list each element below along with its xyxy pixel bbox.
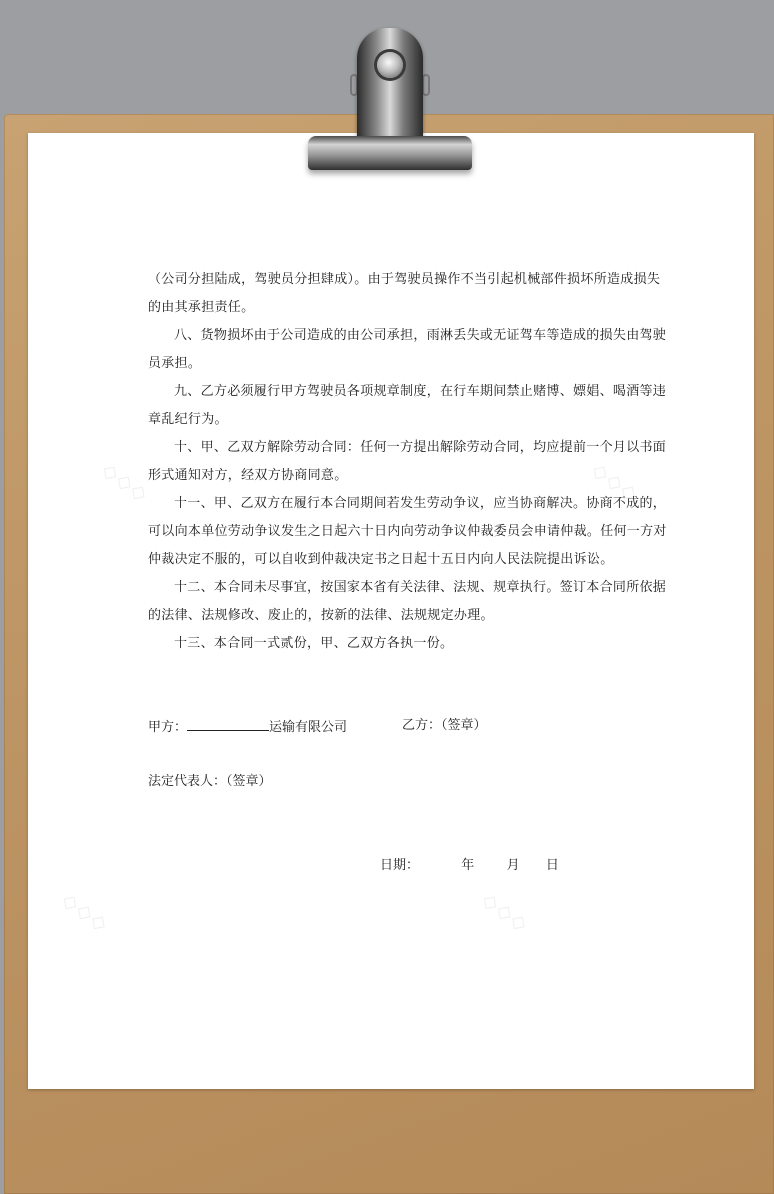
party-a-suffix: 运输有限公司 [269, 720, 348, 735]
watermark: ◇◇◇ [57, 887, 115, 937]
paragraph: 十二、本合同未尽事宜，按国家本省有关法律、法规、规章执行。签订本合同所依据的法律、法规修改、废止的，按新的法律、法规规定办理。 [148, 580, 667, 623]
date-day: 日 [545, 858, 559, 873]
party-a-blank [187, 716, 269, 731]
paragraph: 九、乙方必须履行甲方驾驶员各项规章制度，在行车期间禁止赌博、嫖娼、喝酒等违章乱纪行为。 [148, 384, 667, 427]
paragraph: 十三、本合同一式贰份，甲、乙双方各执一份。 [174, 636, 454, 651]
party-b-row [402, 716, 487, 736]
watermark: ◇◇◇ [97, 457, 155, 507]
party-a-row [148, 716, 347, 738]
party-b-label: 乙方：（签章） [402, 718, 487, 733]
paragraph: 十一、甲、乙双方在履行本合同期间若发生劳动争议，应当协商解决。协商不成的，可以向本单位劳动争议发生之日起六十日内向劳动争议仲裁委员会申请仲裁。任何一方对仲裁决定不服的，可以自收到仲裁决定书之日起十五日内向人民法院提出诉讼。 [148, 496, 667, 567]
contract-body [148, 266, 668, 658]
watermark: ◇◇◇ [587, 457, 645, 507]
clip-jaw [308, 136, 472, 170]
paragraph: （公司分担陆成，驾驶员分担肆成）。由于驾驶员操作不当引起机械部件损坏所造成损失的由其承担责任。 [148, 272, 661, 315]
legal-rep-label: 法定代表人：（签章） [148, 774, 272, 789]
date-label: 日期： [380, 858, 420, 873]
date-month: 月 [506, 858, 520, 873]
clip-hole [377, 52, 403, 78]
party-a-label: 甲方： [148, 720, 188, 735]
watermark: ◇◇◇ [477, 887, 535, 937]
paragraph: 十、甲、乙双方解除劳动合同：任何一方提出解除劳动合同，均应提前一个月以书面形式通知对方，经双方协商同意。 [148, 440, 667, 483]
legal-rep-row [148, 772, 272, 792]
clip-lever [357, 28, 423, 146]
binder-clip [302, 28, 478, 178]
clip-wire-right [422, 74, 430, 96]
date-row [380, 856, 559, 876]
date-year: 年 [461, 858, 475, 873]
paragraph: 八、货物损坏由于公司造成的由公司承担，雨淋丢失或无证驾车等造成的损失由驾驶员承担。 [148, 328, 667, 371]
